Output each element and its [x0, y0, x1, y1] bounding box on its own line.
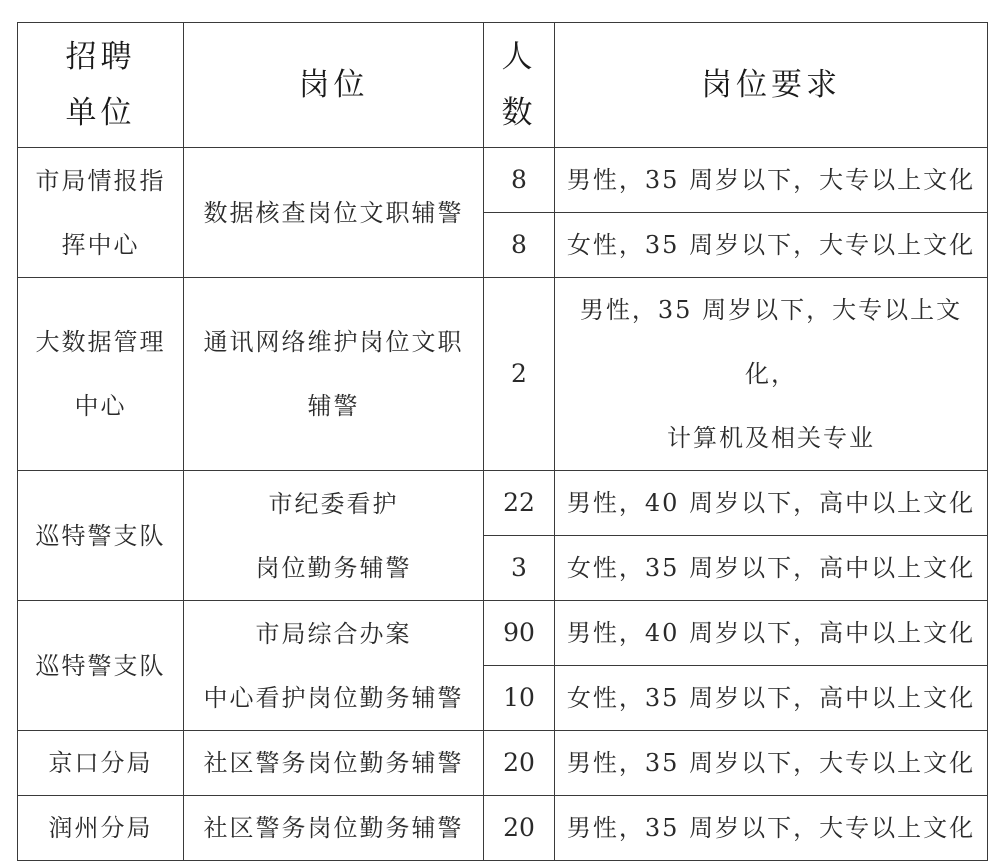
post-line: 中心看护岗位勤务辅警	[203, 683, 464, 712]
unit-line: 巡特警支队	[35, 521, 166, 550]
header-count-line-1: 人	[501, 39, 537, 75]
cell-count: 8	[484, 213, 555, 278]
unit-line: 润州分局	[48, 814, 153, 842]
header-requirement-label: 岗位要求	[701, 67, 841, 103]
recruitment-table-container	[17, 22, 988, 861]
cell-count: 2	[484, 278, 555, 471]
table-row	[18, 731, 988, 796]
cell-count: 8	[484, 148, 555, 213]
post-line: 市局综合办案	[255, 619, 412, 648]
table-row	[18, 471, 988, 536]
cell-unit	[18, 148, 184, 278]
cell-count: 10	[484, 666, 555, 731]
post-line: 数据核查岗位文职辅警	[203, 198, 464, 227]
table-row	[18, 601, 988, 666]
header-unit-line-1: 招聘	[65, 39, 136, 75]
unit-line: 挥中心	[61, 230, 140, 259]
cell-unit	[18, 601, 184, 731]
header-post	[184, 23, 484, 148]
post-line: 岗位勤务辅警	[255, 553, 412, 582]
table-row	[18, 278, 988, 471]
cell-post	[184, 601, 484, 731]
cell-unit	[18, 796, 184, 861]
requirement-line: 男性，35 周岁以下，大专以上文化	[566, 749, 976, 777]
table-row	[18, 796, 988, 861]
cell-post	[184, 148, 484, 278]
cell-post	[184, 278, 484, 471]
header-post-label: 岗位	[298, 67, 369, 103]
header-count-line-2: 数	[501, 95, 537, 131]
cell-requirement	[555, 796, 988, 861]
requirement-line: 男性，40 周岁以下，高中以上文化	[566, 489, 976, 517]
cell-post	[184, 731, 484, 796]
cell-count: 3	[484, 536, 555, 601]
cell-requirement	[555, 213, 988, 278]
cell-unit	[18, 278, 184, 471]
header-unit-line-2: 单位	[65, 95, 136, 131]
recruitment-table	[17, 22, 988, 861]
cell-unit	[18, 731, 184, 796]
header-unit	[18, 23, 184, 148]
header-requirement	[555, 23, 988, 148]
unit-line: 巡特警支队	[35, 651, 166, 680]
requirement-line: 计算机及相关专业	[667, 424, 875, 452]
cell-requirement	[555, 278, 988, 471]
cell-post	[184, 471, 484, 601]
requirement-line: 男性，35 周岁以下，大专以上文化	[566, 814, 976, 842]
cell-requirement	[555, 148, 988, 213]
post-line: 通讯网络维护岗位文职	[203, 328, 464, 356]
requirement-line: 男性，40 周岁以下，高中以上文化	[566, 619, 976, 647]
post-line: 社区警务岗位勤务辅警	[203, 814, 464, 842]
requirement-line: 男性，35 周岁以下，大专以上文化	[566, 166, 976, 194]
cell-count: 20	[484, 731, 555, 796]
post-line: 辅警	[307, 392, 360, 420]
unit-line: 大数据管理	[35, 328, 166, 356]
cell-post	[184, 796, 484, 861]
requirement-line: 女性，35 周岁以下，高中以上文化	[566, 684, 976, 712]
cell-count: 20	[484, 796, 555, 861]
cell-count: 90	[484, 601, 555, 666]
requirement-line: 女性，35 周岁以下，高中以上文化	[566, 554, 976, 582]
cell-count: 22	[484, 471, 555, 536]
header-row	[18, 23, 988, 148]
requirement-line: 女性，35 周岁以下，大专以上文化	[566, 231, 976, 259]
table-row	[18, 148, 988, 213]
cell-requirement	[555, 536, 988, 601]
unit-line: 京口分局	[48, 749, 153, 777]
cell-requirement	[555, 471, 988, 536]
post-line: 市纪委看护	[268, 489, 399, 518]
unit-line: 中心	[74, 392, 127, 420]
cell-unit	[18, 471, 184, 601]
header-count	[484, 23, 555, 148]
cell-requirement	[555, 601, 988, 666]
requirement-line: 男性，35 周岁以下，大专以上文化，	[579, 296, 963, 388]
cell-requirement	[555, 731, 988, 796]
cell-requirement	[555, 666, 988, 731]
unit-line: 市局情报指	[35, 166, 166, 195]
post-line: 社区警务岗位勤务辅警	[203, 749, 464, 777]
